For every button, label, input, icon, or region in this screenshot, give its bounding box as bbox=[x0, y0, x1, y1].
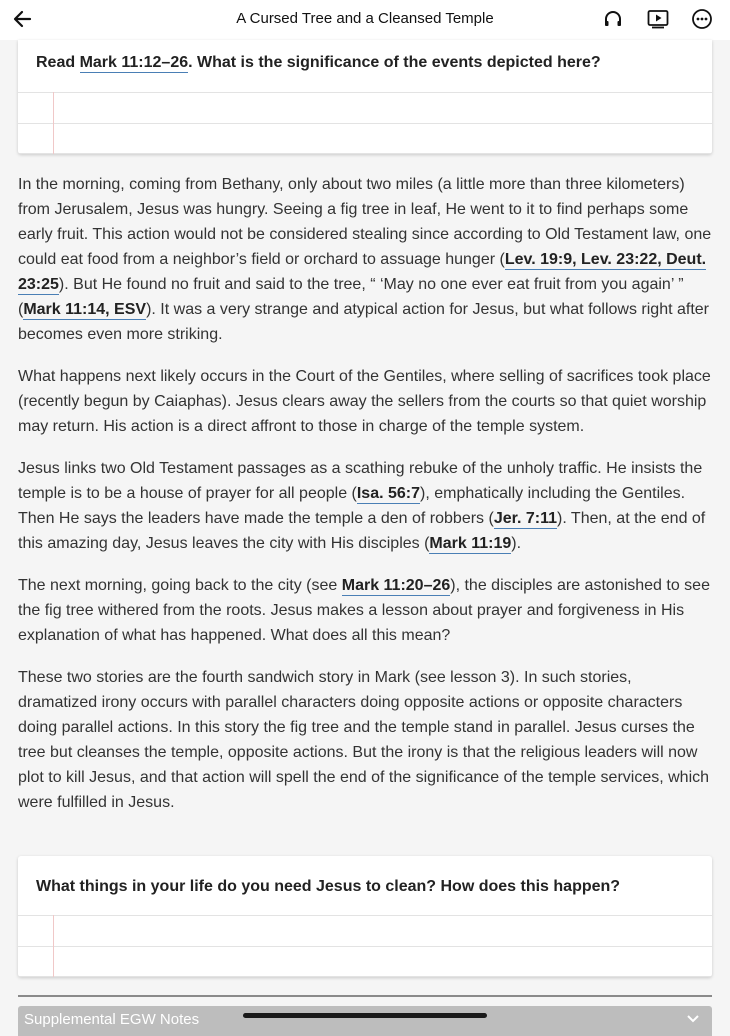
scripture-link-mark-11-14[interactable]: Mark 11:14, ESV bbox=[23, 301, 147, 318]
video-play-icon[interactable] bbox=[645, 6, 671, 32]
section-divider bbox=[18, 995, 712, 997]
paragraph-text: In the morning, coming from Bethany, only about two miles (a little more than three kilometers) from Jerusalem, Jesus was hungry. Seeing a fig tree in leaf, He went to it to find perhaps some early fruit. This action would not be considered stealing since according to Old Testament law, one could eat food from a neighbor’s field or orchard to assuage hunger ( bbox=[18, 176, 712, 268]
notebook-margin-line bbox=[53, 92, 54, 154]
supplemental-notes-label: Supplemental EGW Notes bbox=[24, 1011, 200, 1028]
paragraph-text: ). Then, at the end of this amazing day, Jesus leaves the city with His disciples ( bbox=[18, 510, 706, 552]
scripture-link-mark-11-20-26[interactable]: Mark 11:20–26 bbox=[341, 577, 451, 594]
paragraph-3 bbox=[18, 456, 714, 556]
paragraph-text: ). It was a very strange and atypical action for Jesus, but what follows right after becomes even more striking. bbox=[18, 301, 710, 343]
question-1-prefix: Read bbox=[36, 54, 80, 71]
question-card-1 bbox=[18, 40, 712, 154]
scripture-link-jer-7-11[interactable]: Jer. 7:11 bbox=[493, 510, 557, 527]
headphones-icon[interactable] bbox=[600, 6, 626, 32]
supplemental-notes-toggle[interactable] bbox=[18, 1006, 712, 1036]
scripture-link-isa-56-7[interactable]: Isa. 56:7 bbox=[356, 485, 421, 502]
scripture-link-lev-deut[interactable]: Lev. 19:9, Lev. 23:22, Deut. 23:25 bbox=[18, 251, 707, 293]
paragraph-1 bbox=[18, 172, 714, 347]
paragraph-text: ), emphatically including the Gentiles. Then He says the leaders have made the temple a den of robbers ( bbox=[18, 485, 686, 527]
paragraph-text: ). But He found no fruit and said to the tree, “ ‘May no one ever eat fruit from you again’ ” ( bbox=[18, 276, 684, 318]
question-1-suffix: . What is the significance of the events depicted here? bbox=[188, 54, 601, 71]
notebook-margin-line bbox=[53, 915, 54, 977]
answer-field-2[interactable] bbox=[18, 915, 712, 977]
paragraph-text: The next morning, going back to the city (see bbox=[18, 577, 342, 594]
scripture-link-mark-11-19[interactable]: Mark 11:19 bbox=[429, 535, 512, 552]
question-1-text bbox=[36, 54, 702, 72]
paragraph-text: ). bbox=[511, 535, 522, 552]
page-title: A Cursed Tree and a Cleansed Temple bbox=[236, 10, 494, 27]
paragraph-4 bbox=[18, 573, 714, 648]
paragraph-text: These two stories are the fourth sandwich story in Mark (see lesson 3). In such stories, dramatized irony occurs with parallel characters doing opposite actions or opposite characters doing parallel actions. In this story the fig tree and the temple stand in parallel. Jesus curses the tree but cleanses the temple, opposite actions. But the irony is that the religious leaders will now plot to kill Jesus, and that action will spell the end of the significance of the temple services, which were fulfilled in Jesus. bbox=[18, 669, 710, 811]
paragraph-5 bbox=[18, 665, 714, 815]
answer-field-1[interactable] bbox=[18, 92, 712, 154]
lesson-body bbox=[18, 172, 714, 832]
scripture-link-mark-11-12-26[interactable]: Mark 11:12–26 bbox=[79, 54, 189, 71]
paragraph-text: ), the disciples are astonished to see the fig tree withered from the roots. Jesus makes a lesson about prayer and forgiveness in His explanation of what has happened. What does all this mean? bbox=[18, 577, 710, 644]
paragraph-2 bbox=[18, 364, 714, 439]
question-2-text: What things in your life do you need Jesus to clean? How does this happen? bbox=[36, 878, 621, 895]
home-indicator bbox=[243, 1013, 487, 1018]
paragraph-text: Jesus links two Old Testament passages as a scathing rebuke of the unholy traffic. He insists the temple is to be a house of prayer for all people ( bbox=[18, 460, 703, 502]
top-bar bbox=[0, 0, 730, 40]
paragraph-text: What happens next likely occurs in the Court of the Gentiles, where selling of sacrifices took place (recently begun by Caiaphas). Jesus clears away the sellers from the courts so that quiet worship may return. His action is a direct affront to those in charge of the temple system. bbox=[18, 368, 711, 435]
question-card-2 bbox=[18, 856, 712, 977]
more-options-icon[interactable] bbox=[689, 6, 715, 32]
